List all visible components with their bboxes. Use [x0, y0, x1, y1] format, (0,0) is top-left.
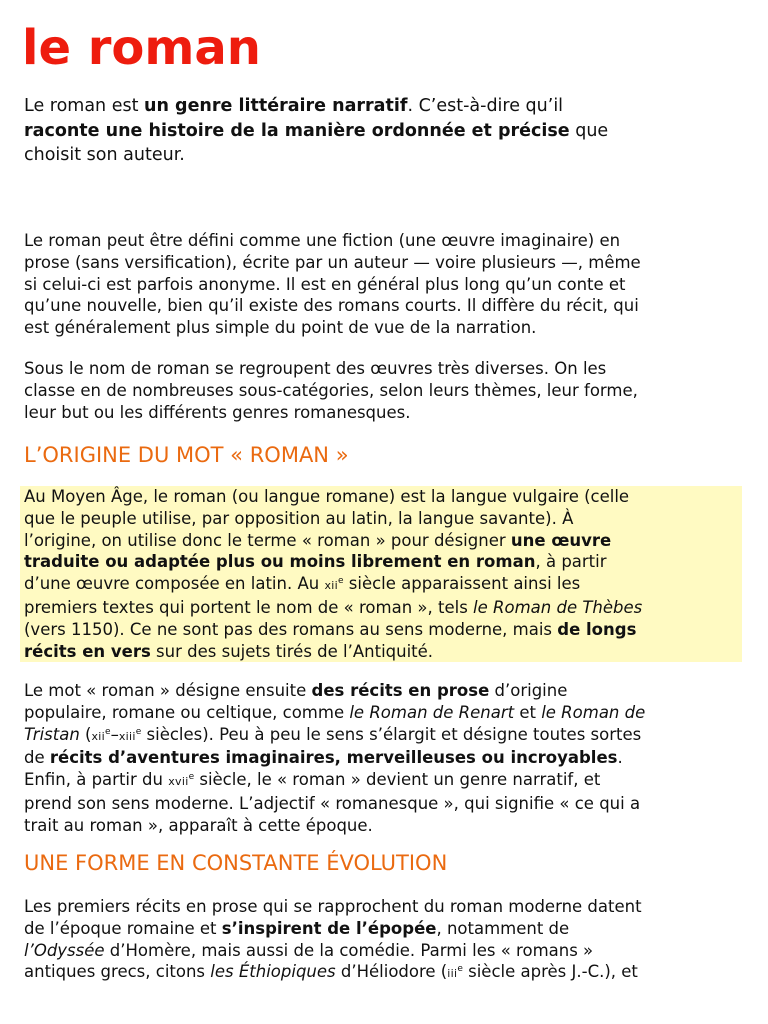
meaning-paragraph: Le mot « roman » désigne ensuite des récits en prose d’origine populaire, romane ou celtique, comme le Roman de Renart et le Roman de Tristan (xii$^e$–xiii$^e$ siècles). Peu à peu le sens s’élargit et désigne toutes sortes de récits d’aventures imaginaires, merveilleuses ou incroyables. Enfin, à partir du xvii$^e$ siècle, le « roman » devient un genre narratif, et prend son sens moderne. L’adjectif « romanesque », qui signifie « ce qui a trait au roman », apparaît à cette époque.: [24, 681, 646, 835]
evolution-paragraph: Les premiers récits en prose qui se rapprochent du roman moderne datent de l’époque romaine et s’inspirent de l’épopée, notamment de l’Odyssée d’Homère, mais aussi de la comédie. Parmi les « romans » antiques grecs, citons les Éthiopiques d’Héliodore (iii$^e$ siècle après J.-C.), et: [24, 897, 642, 982]
page-title: le roman: [22, 20, 261, 76]
section-heading-evolution: UNE FORME EN CONSTANTE ÉVOLUTION: [24, 851, 448, 875]
section-heading-origin: L’ORIGINE DU MOT « ROMAN »: [24, 443, 349, 467]
definition-paragraph: Le roman peut être défini comme une fiction (une œuvre imaginaire) en prose (sans versification), écrite par un auteur — voire plusieurs —, même si celui-ci est parfois anonyme. Il est en général plus long qu’un conte et qu’une nouvelle, bien qu’il existe des romans courts. Il diffère du récit, qui est généralement plus simple du point de vue de la narration.: [24, 231, 641, 338]
origin-highlight-paragraph: Au Moyen Âge, le roman (ou langue romane) est la langue vulgaire (celle que le peuple utilise, par opposition au latin, la langue savante). À l’origine, on utilise donc le terme « roman » pour désigner une œuvre traduite ou adaptée plus ou moins librement en roman, à partir d’une œuvre composée en latin. Au xii$^e$ siècle apparaissent ainsi les premiers textes qui portent le nom de « roman », tels le Roman de Thèbes (vers 1150). Ce ne sont pas des romans au sens moderne, mais de longs récits en vers sur des sujets tirés de l’Antiquité.: [20, 486, 742, 662]
intro-paragraph: Le roman est un genre littéraire narratif. C’est-à-dire qu’il raconte une histoire de la manière ordonnée et précise que choisit son auteur.: [24, 96, 609, 165]
categories-paragraph: Sous le nom de roman se regroupent des œuvres très diverses. On les classe en de nombreuses sous-catégories, selon leurs thèmes, leur forme, leur but ou les différents genres romanesques.: [24, 359, 638, 422]
